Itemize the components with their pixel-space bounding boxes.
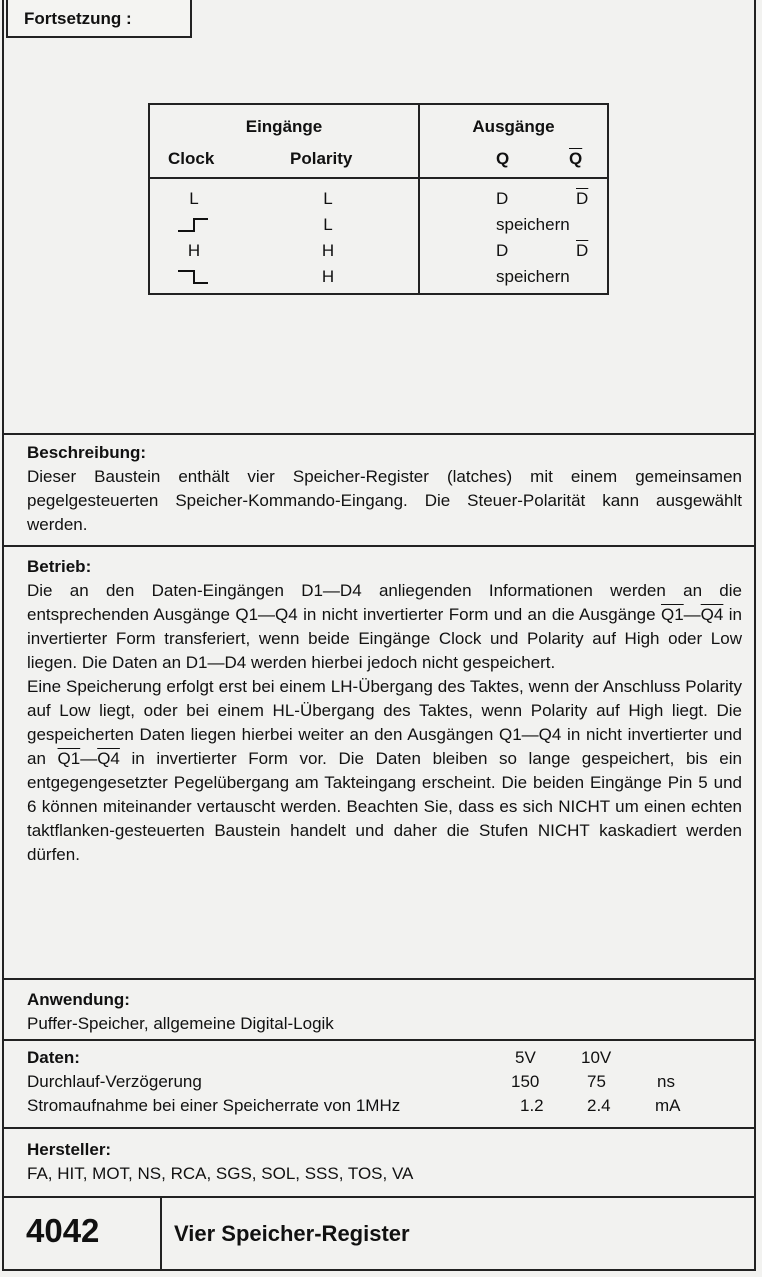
divider [2, 1196, 756, 1198]
data-unit: mA [655, 1096, 681, 1115]
qbar-column-header: $\overline{Q}$ [569, 149, 583, 168]
inputs-header [149, 104, 419, 178]
divider [2, 1127, 756, 1129]
clock-value: L [189, 189, 199, 208]
rising-edge-icon [150, 215, 238, 236]
part-title: Vier Speicher-Register [174, 1221, 410, 1246]
betrieb-section [27, 555, 742, 867]
footer-divider [160, 1196, 162, 1271]
data-value-5v: 1.2 [520, 1096, 544, 1115]
polarity-column-header: Polarity [290, 149, 353, 168]
daten-section [27, 1046, 727, 1118]
table-row [150, 212, 418, 238]
beschreibung-heading: Beschreibung: [27, 443, 147, 462]
daten-heading: Daten: [27, 1048, 80, 1067]
divider [2, 433, 756, 435]
data-unit: ns [657, 1072, 675, 1091]
divider [2, 978, 756, 980]
divider [2, 545, 756, 547]
anwendung-heading: Anwendung: [27, 990, 130, 1009]
clock-column-header: Clock [168, 149, 215, 168]
q-value: D [496, 241, 509, 260]
clock-value: H [187, 241, 201, 260]
betrieb-heading: Betrieb: [27, 557, 92, 576]
q-column-header: Q [496, 149, 510, 168]
data-label: Stromaufnahme bei einer Speicherrate von 1MHz [27, 1096, 401, 1115]
table-row [27, 1070, 727, 1094]
beschreibung-section [27, 441, 742, 537]
table-row [420, 212, 607, 238]
beschreibung-text: Dieser Baustein enthält vier Speicher-Register (latches) mit einem gemeinsamen pegelgesteuerten Speicher-Kommando-Eingang. Die Steuer-Polarität kann ausgewählt werden. [27, 467, 742, 534]
falling-edge-icon [150, 267, 238, 288]
table-row [27, 1094, 727, 1118]
polarity-value: L [323, 215, 333, 234]
data-value-10v: 2.4 [587, 1096, 611, 1115]
table-row [420, 238, 607, 264]
data-value-10v: 75 [587, 1072, 606, 1091]
table-row [420, 264, 607, 290]
hersteller-section [27, 1138, 742, 1186]
q-value: D [496, 189, 509, 208]
anwendung-section [27, 988, 742, 1036]
table-row [150, 238, 418, 264]
table-row [150, 186, 418, 212]
q-value: speichern [496, 215, 570, 234]
part-number: 4042 [26, 1212, 100, 1249]
divider [2, 1039, 756, 1041]
continuation-tab: Fortsetzung : [6, 0, 192, 38]
hersteller-heading: Hersteller: [27, 1140, 112, 1159]
outputs-body [419, 178, 608, 294]
hersteller-text: FA, HIT, MOT, NS, RCA, SGS, SOL, SSS, TOS, VA [27, 1164, 414, 1183]
betrieb-paragraph-1: Die an den Daten-Eingängen D1—D4 anliegenden Informationen werden an die entsprechenden Ausgänge Q1—Q4 in nicht invertierter Form und an die Ausgänge Q1—Q4 in invertierter Form transferiert, wenn beide Eingänge Clock und Polarity auf High oder Low liegen. Die Daten an D1—D4 werden hierbei jedoch nicht gespeichert. [27, 581, 742, 672]
truth-table [148, 103, 609, 295]
betrieb-paragraph-2: Eine Speicherung erfolgt erst bei einem LH-Übergang des Taktes, wenn der Anschluss Polarity auf Low liegt, oder bei einem HL-Übergang des Taktes, wenn Polarity auf High liegt. Die gespeicherten Daten liegen hierbei weiter an den Ausgängen Q1—Q4 in nicht invertierter und an Q1—Q4 in invertierter Form vor. Die Daten bleiben so lange gespeichert, bis ein entgegengesetzter Pegelübergang am Takteingang erscheint. Die beiden Eingänge Pin 5 und 6 können miteinander vertauscht werden. Beachten Sie, dass es sich NICHT um einen echten taktflanken-gesteuerten Baustein handelt und daher die Stufen NICHT kaskadiert werden dürfen. [27, 677, 742, 864]
qbar-value: $\overline{D}$ [576, 189, 589, 208]
table-row [150, 264, 418, 290]
polarity-value: H [321, 241, 335, 260]
outputs-label: Ausgänge [472, 117, 555, 136]
inputs-body [149, 178, 419, 294]
outputs-header [419, 104, 608, 178]
col-5v-header: 5V [515, 1048, 536, 1067]
polarity-value: H [321, 267, 335, 286]
inputs-label: Eingänge [245, 117, 323, 136]
table-row [420, 186, 607, 212]
qbar-value: $\overline{D}$ [576, 241, 589, 260]
data-value-5v: 150 [511, 1072, 540, 1091]
polarity-value: L [323, 189, 333, 208]
col-10v-header: 10V [581, 1048, 612, 1067]
q-value: speichern [496, 267, 570, 286]
data-label: Durchlauf-Verzögerung [27, 1072, 202, 1091]
anwendung-text: Puffer-Speicher, allgemeine Digital-Logik [27, 1014, 334, 1033]
